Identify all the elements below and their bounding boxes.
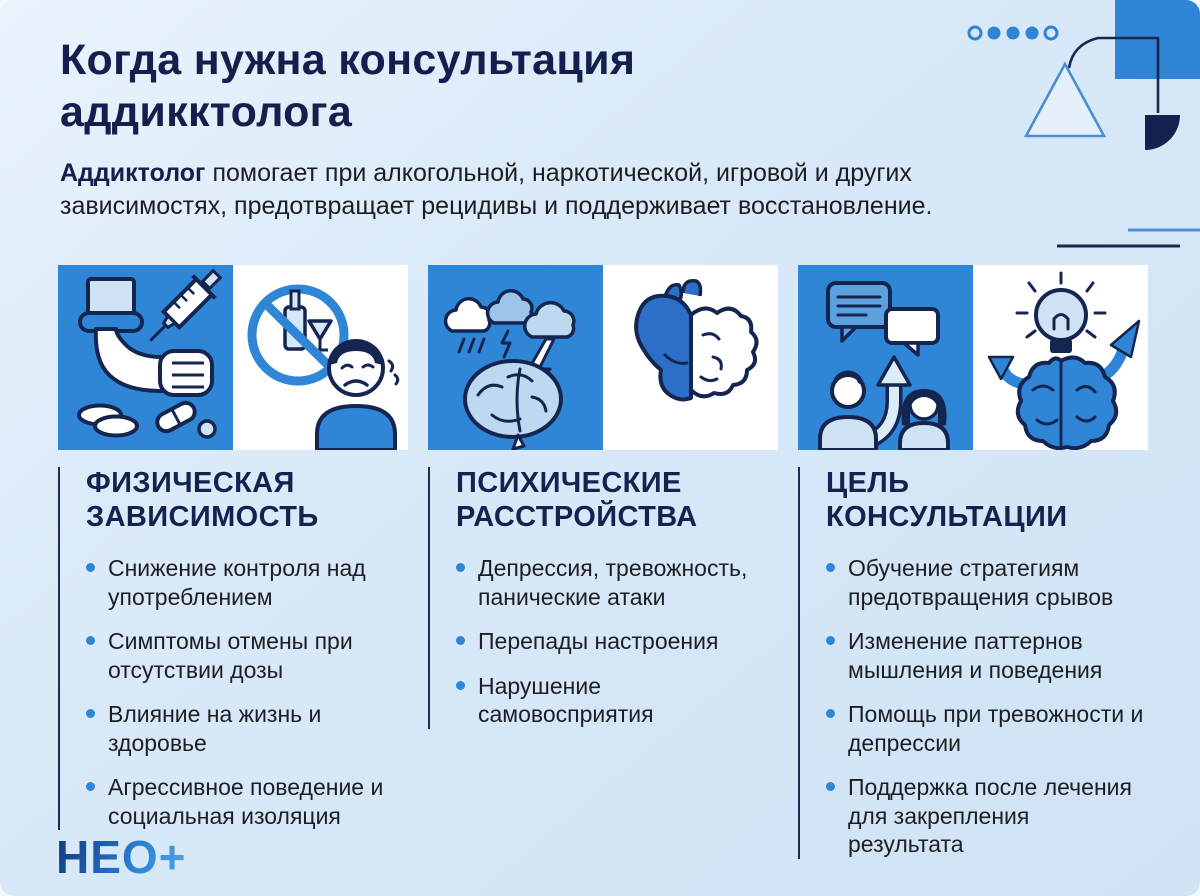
- bullet-text: Изменение паттернов мышления и поведения: [848, 628, 1103, 683]
- list-item: [456, 672, 778, 729]
- bullet-dot-icon: [826, 563, 835, 572]
- decor-triangle: [1026, 64, 1104, 136]
- icon-tile: [973, 265, 1148, 450]
- decor-dots: [969, 27, 1057, 40]
- bullet-dot-icon: [456, 681, 465, 690]
- intro-text: [60, 157, 960, 224]
- bullet-dot-icon: [456, 563, 465, 572]
- icon-tile: [798, 265, 973, 450]
- columns: [58, 265, 1148, 859]
- brain-lightbulb-growth-icon: [973, 265, 1148, 450]
- list-item: [826, 700, 1148, 757]
- list-item: [86, 627, 408, 684]
- list-item: [86, 554, 408, 611]
- decor-quarter-disc: [1145, 115, 1180, 150]
- bullet-list: [826, 554, 1148, 859]
- bullet-list: [86, 554, 408, 830]
- page-title-line1: Когда нужна консультация: [60, 36, 636, 84]
- list-item: [86, 773, 408, 830]
- list-item: [826, 627, 1148, 684]
- page-title-line2: аддикктолога: [60, 88, 353, 137]
- no-alcohol-sad-person-icon: [233, 265, 408, 450]
- icon-tile: [603, 265, 778, 450]
- column-content: [428, 467, 778, 729]
- column-heading: ЦЕЛЬ КОНСУЛЬТАЦИИ: [826, 467, 1068, 533]
- column-physical-dependence: [58, 265, 408, 859]
- icon-row: [58, 265, 408, 450]
- drug-injection-arm-icon: [58, 265, 233, 450]
- bullet-text: Помощь при тревожности и депрессии: [848, 701, 1144, 756]
- icon-row: [798, 265, 1148, 450]
- page-title: [60, 34, 960, 139]
- bullet-text: Снижение контроля над употреблением: [108, 555, 366, 610]
- bullet-dot-icon: [86, 782, 95, 791]
- column-heading: ФИЗИЧЕСКАЯ ЗАВИСИМОСТЬ: [86, 467, 319, 533]
- bullet-dot-icon: [826, 709, 835, 718]
- list-item: [456, 627, 778, 656]
- bullet-dot-icon: [456, 636, 465, 645]
- bullet-list: [456, 554, 778, 729]
- bullet-text: Нарушение самовосприятия: [478, 672, 654, 728]
- header: [60, 34, 960, 223]
- bullet-dot-icon: [86, 636, 95, 645]
- bullet-text: Депрессия, тревожность, панические атаки: [478, 555, 748, 610]
- bullet-text: Влияние на жизнь и здоровье: [108, 701, 322, 756]
- list-item: [826, 554, 1148, 611]
- intro-description: помогает при алкогольной, наркотической, игровой и других зависимостях, предотвращает рецидивы и поддерживает восстановление.: [60, 158, 933, 221]
- bullet-dot-icon: [826, 636, 835, 645]
- icon-tile: [58, 265, 233, 450]
- icon-row: [428, 265, 778, 450]
- top-right-decoration: [940, 0, 1200, 260]
- bullet-text: Симптомы отмены при отсутствии дозы: [108, 628, 353, 683]
- bullet-dot-icon: [86, 563, 95, 572]
- intro-term: Аддиктолог: [60, 158, 206, 187]
- bullet-text: Поддержка после лечения для закрепления результата: [848, 774, 1132, 858]
- bullet-text: Агрессивное поведение и социальная изоляция: [108, 774, 384, 829]
- icon-tile: [428, 265, 603, 450]
- list-item: [456, 554, 778, 611]
- column-consultation-goal: [798, 265, 1148, 859]
- bullet-dot-icon: [86, 709, 95, 718]
- storm-brain-icon: [428, 265, 603, 450]
- column-heading: ПСИХИЧЕСКИЕ РАССТРОЙСТВА: [456, 467, 698, 533]
- list-item: [86, 700, 408, 757]
- bullet-text: Перепады настроения: [478, 628, 719, 655]
- column-content: [58, 467, 408, 830]
- bullet-dot-icon: [826, 782, 835, 791]
- list-item: [826, 773, 1148, 859]
- bullet-text: Обучение стратегиям предотвращения срывов: [848, 555, 1114, 610]
- icon-tile: [233, 265, 408, 450]
- people-dialog-arrow-icon: [798, 265, 973, 450]
- heart-brain-icon: [603, 265, 778, 450]
- column-content: [798, 467, 1148, 859]
- brand-logo: НЕО+: [56, 831, 187, 883]
- column-mental-disorders: [428, 265, 778, 859]
